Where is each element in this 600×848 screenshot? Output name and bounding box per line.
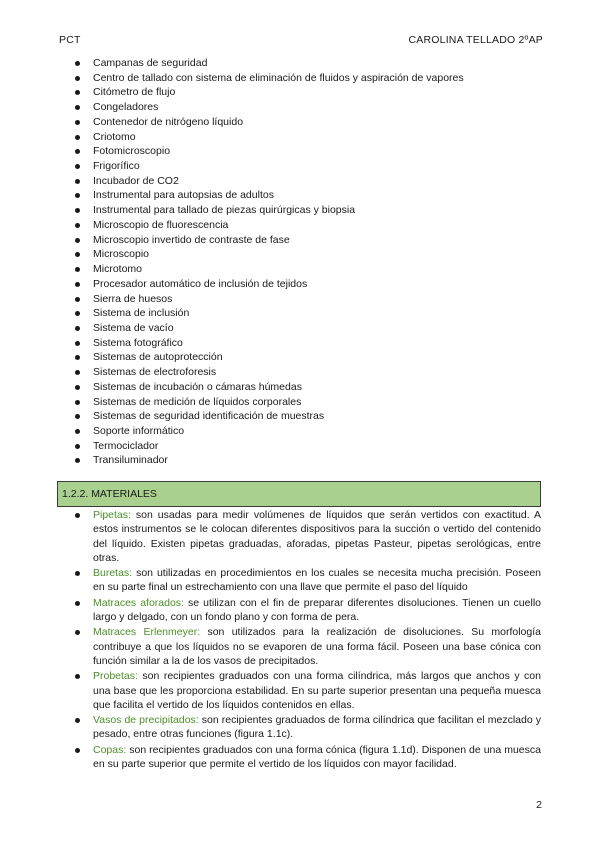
equipment-label: Sierra de huesos: [93, 292, 173, 305]
bullet-icon: [75, 341, 80, 346]
bullet-icon: [75, 601, 80, 606]
bullet-icon: [75, 223, 80, 228]
equipment-item: [74, 380, 554, 395]
bullet-icon: [75, 748, 80, 753]
bullet-icon: [75, 61, 80, 66]
equipment-item: [74, 292, 554, 307]
bullet-icon: [75, 252, 80, 257]
material-term: Matraces aforados:: [93, 596, 184, 609]
equipment-item: [74, 71, 554, 86]
material-description: son recipientes graduados con una forma cónica (figura 1.1d). Disponen de una muesca en su parte superior que permite el vertido de los líquidos con mayor facilidad.: [93, 743, 541, 771]
equipment-item: [74, 56, 554, 71]
header-course: PCT: [59, 34, 81, 46]
equipment-label: Contenedor de nitrógeno líquido: [93, 115, 244, 128]
equipment-item: [74, 439, 554, 454]
equipment-label: Centro de tallado con sistema de eliminación de fluidos y aspiración de vapores: [93, 71, 464, 84]
bullet-icon: [75, 674, 80, 679]
equipment-label: Microscopio de fluorescencia: [93, 218, 229, 231]
equipment-item: [74, 453, 554, 468]
bullet-icon: [75, 208, 80, 213]
equipment-label: Sistema de vacío: [93, 321, 174, 334]
equipment-label: Termociclador: [93, 439, 159, 452]
bullet-icon: [75, 105, 80, 110]
equipment-label: Congeladores: [93, 101, 159, 114]
equipment-label: Criotomo: [93, 130, 136, 143]
equipment-item: [74, 350, 554, 365]
equipment-item: [74, 306, 554, 321]
equipment-label: Campanas de seguridad: [93, 57, 208, 69]
equipment-label: Procesador automático de inclusión de tejidos: [93, 277, 308, 290]
bullet-icon: [75, 90, 80, 95]
material-item: [74, 508, 541, 565]
page-header: [59, 34, 543, 46]
bullet-icon: [75, 571, 80, 576]
equipment-item: [74, 100, 554, 115]
bullet-icon: [75, 135, 80, 140]
page-number: 2: [536, 799, 542, 811]
material-term: Vasos de precipitados:: [93, 714, 199, 727]
equipment-label: Transiluminador: [93, 454, 168, 467]
bullet-icon: [75, 238, 80, 243]
equipment-label: Instrumental para tallado de piezas quirúrgicas y biopsia: [93, 204, 356, 217]
equipment-label: Soporte informático: [93, 424, 185, 437]
bullet-icon: [75, 326, 80, 331]
bullet-icon: [75, 193, 80, 198]
bullet-icon: [75, 400, 80, 405]
equipment-label: Sistema de inclusión: [93, 307, 190, 320]
section-title-materiales: 1.2.2. MATERIALES: [57, 481, 541, 507]
equipment-label: Fotomicroscopio: [93, 145, 171, 158]
bullet-icon: [75, 370, 80, 375]
equipment-item: [74, 115, 554, 130]
equipment-label: Sistemas de electroforesis: [93, 366, 217, 379]
equipment-item: [74, 262, 554, 277]
material-item: [74, 713, 541, 742]
bullet-icon: [75, 414, 80, 419]
equipment-label: Frigorífico: [93, 160, 140, 173]
bullet-icon: [75, 120, 80, 125]
bullet-icon: [75, 718, 80, 723]
bullet-icon: [75, 385, 80, 390]
bullet-icon: [75, 355, 80, 360]
material-description: son recipientes graduados con una forma cilíndrica, más largos que anchos y con una base que les proporciona estabilidad. En su parte superior presentan una pequeña muesca que facilita el vertido de los líquidos contenidos en ellas.: [93, 670, 541, 711]
equipment-label: Microtomo: [93, 263, 143, 276]
equipment-list: [74, 56, 554, 468]
equipment-label: Incubador de CO2: [93, 174, 179, 187]
equipment-label: Sistemas de incubación o cámaras húmedas: [93, 380, 302, 393]
material-term: Copas:: [93, 743, 127, 756]
equipment-item: [74, 85, 554, 100]
equipment-label: Microscopio: [93, 248, 150, 261]
bullet-icon: [75, 149, 80, 154]
material-term: Pipetas:: [93, 509, 131, 521]
equipment-item: [74, 424, 554, 439]
equipment-item: [74, 365, 554, 380]
equipment-item: [74, 321, 554, 336]
material-item: [74, 743, 541, 772]
equipment-item: [74, 159, 554, 174]
equipment-label: Citómetro de flujo: [93, 86, 176, 99]
equipment-item: [74, 174, 554, 189]
material-term: Buretas:: [93, 567, 133, 580]
equipment-label: Sistemas de autoprotección: [93, 351, 223, 364]
equipment-item: [74, 188, 554, 203]
bullet-icon: [75, 282, 80, 287]
equipment-item: [74, 277, 554, 292]
equipment-item: [74, 218, 554, 233]
bullet-icon: [75, 297, 80, 302]
material-description: son utilizadas en procedimientos en los cuales se necesita mucha precisión. Poseen en su parte final un estrechamiento con una llave que permite el paso del líquido: [93, 567, 541, 594]
material-description: son usadas para medir volúmenes de líquidos que serán vertidos con exactitud. A estos instrumentos se le colocan diferentes dispositivos para la succión o vertido del contenido del líquido. Existen pipetas graduadas, aforadas, pipetas Pasteur, pipetas serológicas, entre otras.: [93, 509, 541, 564]
bullet-icon: [75, 513, 80, 518]
bullet-icon: [75, 444, 80, 449]
material-item: [74, 566, 541, 595]
material-item: [74, 669, 541, 712]
material-item: [74, 625, 541, 668]
bullet-icon: [75, 458, 80, 463]
material-term: Probetas:: [93, 670, 138, 683]
equipment-item: [74, 144, 554, 159]
equipment-item: [74, 203, 554, 218]
equipment-label: Microscopio invertido de contraste de fase: [93, 233, 290, 246]
equipment-label: Sistema fotográfico: [93, 336, 183, 349]
materials-list: [74, 508, 541, 772]
material-description: se utilizan con el fin de preparar diferentes disoluciones. Tienen un cuello largo y delgado, con un fondo plano y con forma de pera.: [93, 596, 541, 624]
equipment-item: [74, 409, 554, 424]
bullet-icon: [75, 179, 80, 184]
bullet-icon: [75, 429, 80, 434]
bullet-icon: [75, 311, 80, 316]
equipment-item: [74, 233, 554, 248]
bullet-icon: [75, 76, 80, 81]
material-description: son utilizados para la realización de disoluciones. Su morfología contribuye a que los líquidos no se evaporen de una forma fácil. Poseen una base cónica con función similar a la de los vasos de precipitados.: [93, 626, 541, 667]
bullet-icon: [75, 630, 80, 635]
equipment-item: [74, 336, 554, 351]
equipment-label: Sistemas de seguridad identificación de muestras: [93, 410, 325, 423]
material-term: Matraces Erlenmeyer:: [93, 626, 201, 639]
equipment-item: [74, 130, 554, 145]
equipment-item: [74, 247, 554, 262]
equipment-item: [74, 395, 554, 410]
equipment-label: Sistemas de medición de líquidos corporales: [93, 395, 302, 408]
material-item: [74, 596, 541, 625]
header-author: CAROLINA TELLADO 2ºAP: [408, 34, 543, 46]
bullet-icon: [75, 164, 80, 169]
equipment-label: Instrumental para autopsias de adultos: [93, 189, 274, 202]
bullet-icon: [75, 267, 80, 272]
material-description: son recipientes graduados de forma cilíndrica que facilitan el mezclado y pesado, entre otras funciones (figura 1.1c).: [93, 714, 541, 741]
